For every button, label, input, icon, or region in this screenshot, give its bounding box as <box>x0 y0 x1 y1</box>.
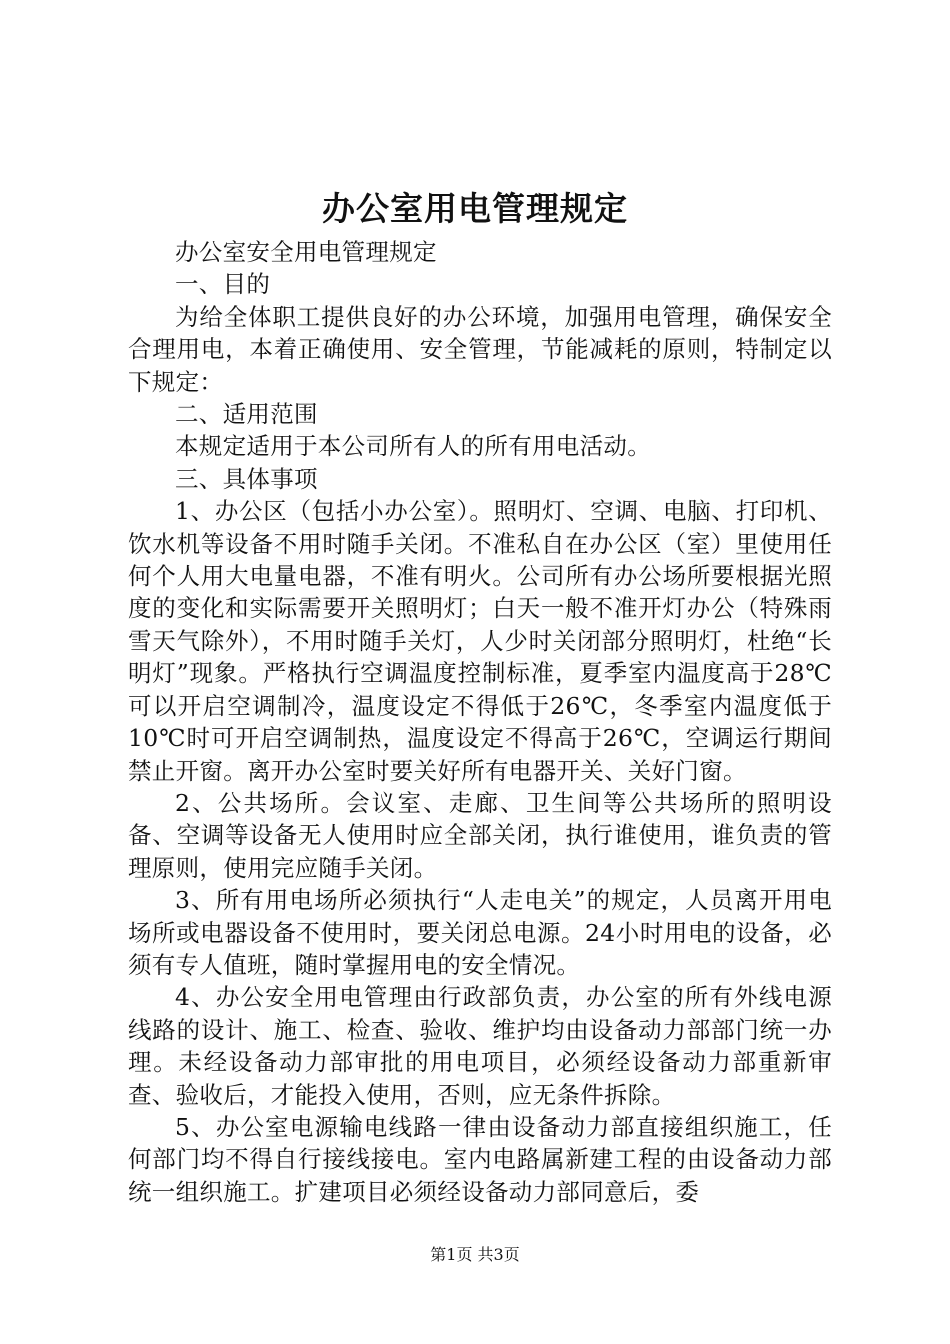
section-heading-purpose: 一、目的 <box>175 270 271 299</box>
paragraph-item-3: 3、所有用电场所必须执行“人走电关”的规定，人员离开用电场所或电器设备不使用时，要关闭总电源。24小时用电的设备，必须有专人值班，随时掌握用电的安全情况。 <box>128 886 832 979</box>
document-title: 办公室用电管理规定 <box>322 189 628 228</box>
paragraph-item-2: 2、公共场所。会议室、走廊、卫生间等公共场所的照明设备、空调等设备无人使用时应全部关闭，执行谁使用，谁负责的管理原则，使用完应随手关闭。 <box>128 788 832 882</box>
paragraph-item-1: 1、办公区（包括小办公室）。照明灯、空调、电脑、打印机、饮水机等设备不用时随手关闭。不准私自在办公区（室）里使用任何个人用大电量电器，不准有明火。公司所有办公场所要根据光照度的变化和实际需要开关照明灯；白天一般不准开灯办公（特殊雨雪天气除外），不用时随手关灯，人少时关闭部分照明灯，杜绝“长明灯”现象。严格执行空调温度控制标准，夏季室内温度高于28℃可以开启空调制冷，温度设定不得低于26℃，冬季室内温度低于10℃时可开启空调制热，温度设定不得高于26℃，空调运行期间禁止开窗。离开办公室时要关好所有电器开关、关好门窗。 <box>128 497 832 785</box>
page-number-footer: 第1页 共3页 <box>430 1245 520 1264</box>
paragraph-scope: 本规定适用于本公司所有人的所有用电活动。 <box>175 432 651 461</box>
paragraph-item-4: 4、办公安全用电管理由行政部负责，办公室的所有外线电源线路的设计、施工、检查、验收、维护均由设备动力部部门统一办理。未经设备动力部审批的用电项目，必须经设备动力部重新审查、验收后，才能投入使用，否则，应无条件拆除。 <box>128 983 832 1109</box>
paragraph-item-5: 5、办公室电源输电线路一律由设备动力部直接组织施工，任何部门均不得自行接线接电。室内电路属新建工程的由设备动力部统一组织施工。扩建项目必须经设备动力部同意后，委 <box>128 1112 832 1206</box>
section-heading-scope: 二、适用范围 <box>175 400 318 429</box>
paragraph-purpose: 为给全体职工提供良好的办公环境，加强用电管理，确保安全合理用电，本着正确使用、安全管理，节能减耗的原则，特制定以下规定： <box>128 302 832 396</box>
paragraph-subtitle: 办公室安全用电管理规定 <box>175 238 437 266</box>
section-heading-details: 三、具体事项 <box>175 464 318 493</box>
document-body <box>128 236 832 1208</box>
